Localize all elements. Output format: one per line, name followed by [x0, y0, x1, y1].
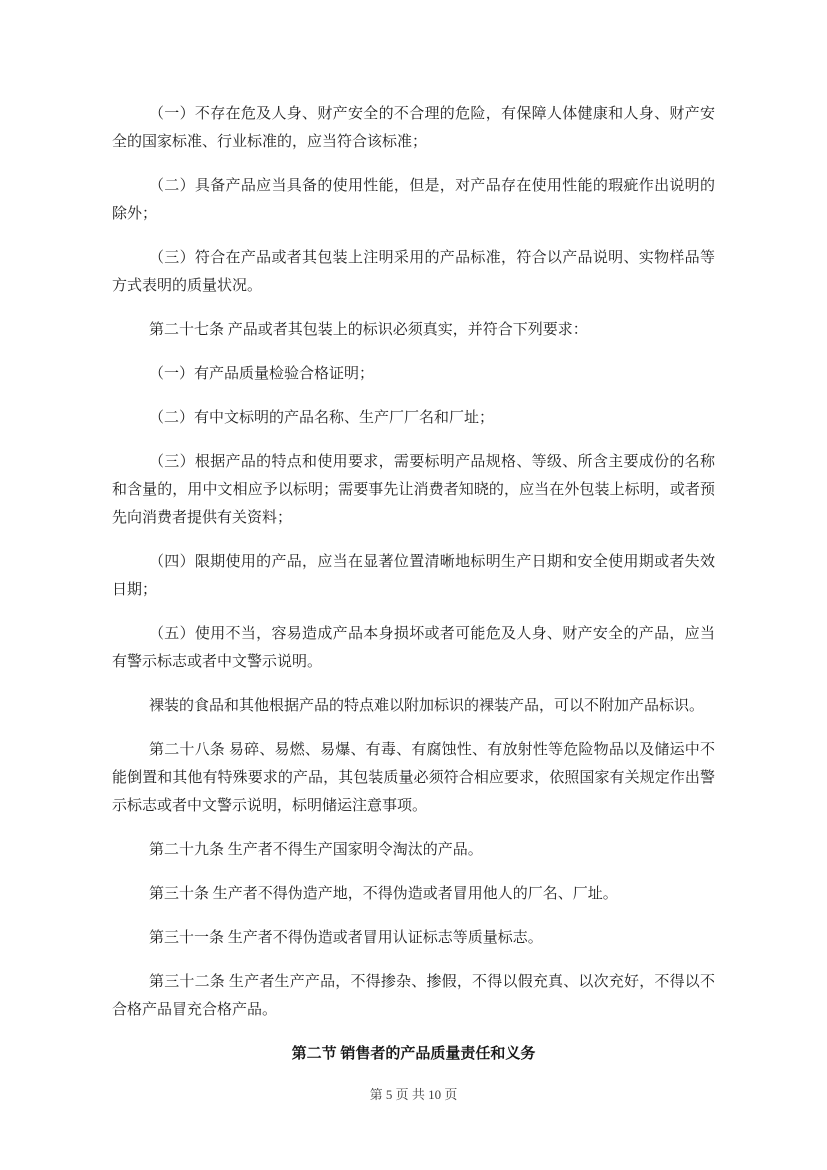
body-paragraph: 第三十一条 生产者不得伪造或者冒用认证标志等质量标志。 [149, 930, 543, 946]
body-paragraph: （一）有产品质量检验合格证明； [149, 366, 375, 382]
body-paragraph: （三）符合在产品或者其包装上注明采用的产品标准，符合以产品说明、实物样品等方式表明的质量状况。 [112, 250, 715, 294]
body-paragraph: 第二十八条 易碎、易燃、易爆、有毒、有腐蚀性、有放射性等危险物品以及储运中不能倒置和其他有特殊要求的产品，其包装质量必须符合相应要求，依照国家有关规定作出警示标志或者中文警示说明，标明储运注意事项。 [112, 742, 715, 814]
body-paragraph: 第三十条 生产者不得伪造产地，不得伪造或者冒用他人的厂名、厂址。 [149, 886, 618, 902]
body-paragraph: （二）具备产品应当具备的使用性能，但是，对产品存在使用性能的瑕疵作出说明的除外； [112, 178, 715, 222]
body-paragraph: （四）限期使用的产品，应当在显著位置清晰地标明生产日期和安全使用期或者失效日期； [112, 554, 715, 598]
section-heading: 第二节 销售者的产品质量责任和义务 [291, 1046, 536, 1062]
body-paragraph: 第二十九条 生产者不得生产国家明令淘汰的产品。 [149, 842, 483, 858]
body-paragraph: （三）根据产品的特点和使用要求，需要标明产品规格、等级、所含主要成份的名称和含量的，用中文相应予以标明；需要事先让消费者知晓的，应当在外包装上标明，或者预先向消费者提供有关资料； [112, 454, 715, 526]
page-number-footer: 第 5 页 共 10 页 [369, 1087, 458, 1102]
body-paragraph: （一）不存在危及人身、财产安全的不合理的危险，有保障人体健康和人身、财产安全的国家标准、行业标准的，应当符合该标准； [112, 106, 715, 150]
body-paragraph: 第二十七条 产品或者其包装上的标识必须真实，并符合下列要求： [149, 322, 588, 338]
body-paragraph: 第三十二条 生产者生产产品，不得掺杂、掺假，不得以假充真、以次充好，不得以不合格产品冒充合格产品。 [112, 974, 715, 1018]
body-paragraph: （二）有中文标明的产品名称、生产厂厂名和厂址； [149, 410, 495, 426]
body-paragraph: 裸装的食品和其他根据产品的特点难以附加标识的裸装产品，可以不附加产品标识。 [149, 698, 705, 714]
body-paragraph: （五）使用不当，容易造成产品本身损坏或者可能危及人身、财产安全的产品，应当有警示标志或者中文警示说明。 [112, 626, 715, 670]
